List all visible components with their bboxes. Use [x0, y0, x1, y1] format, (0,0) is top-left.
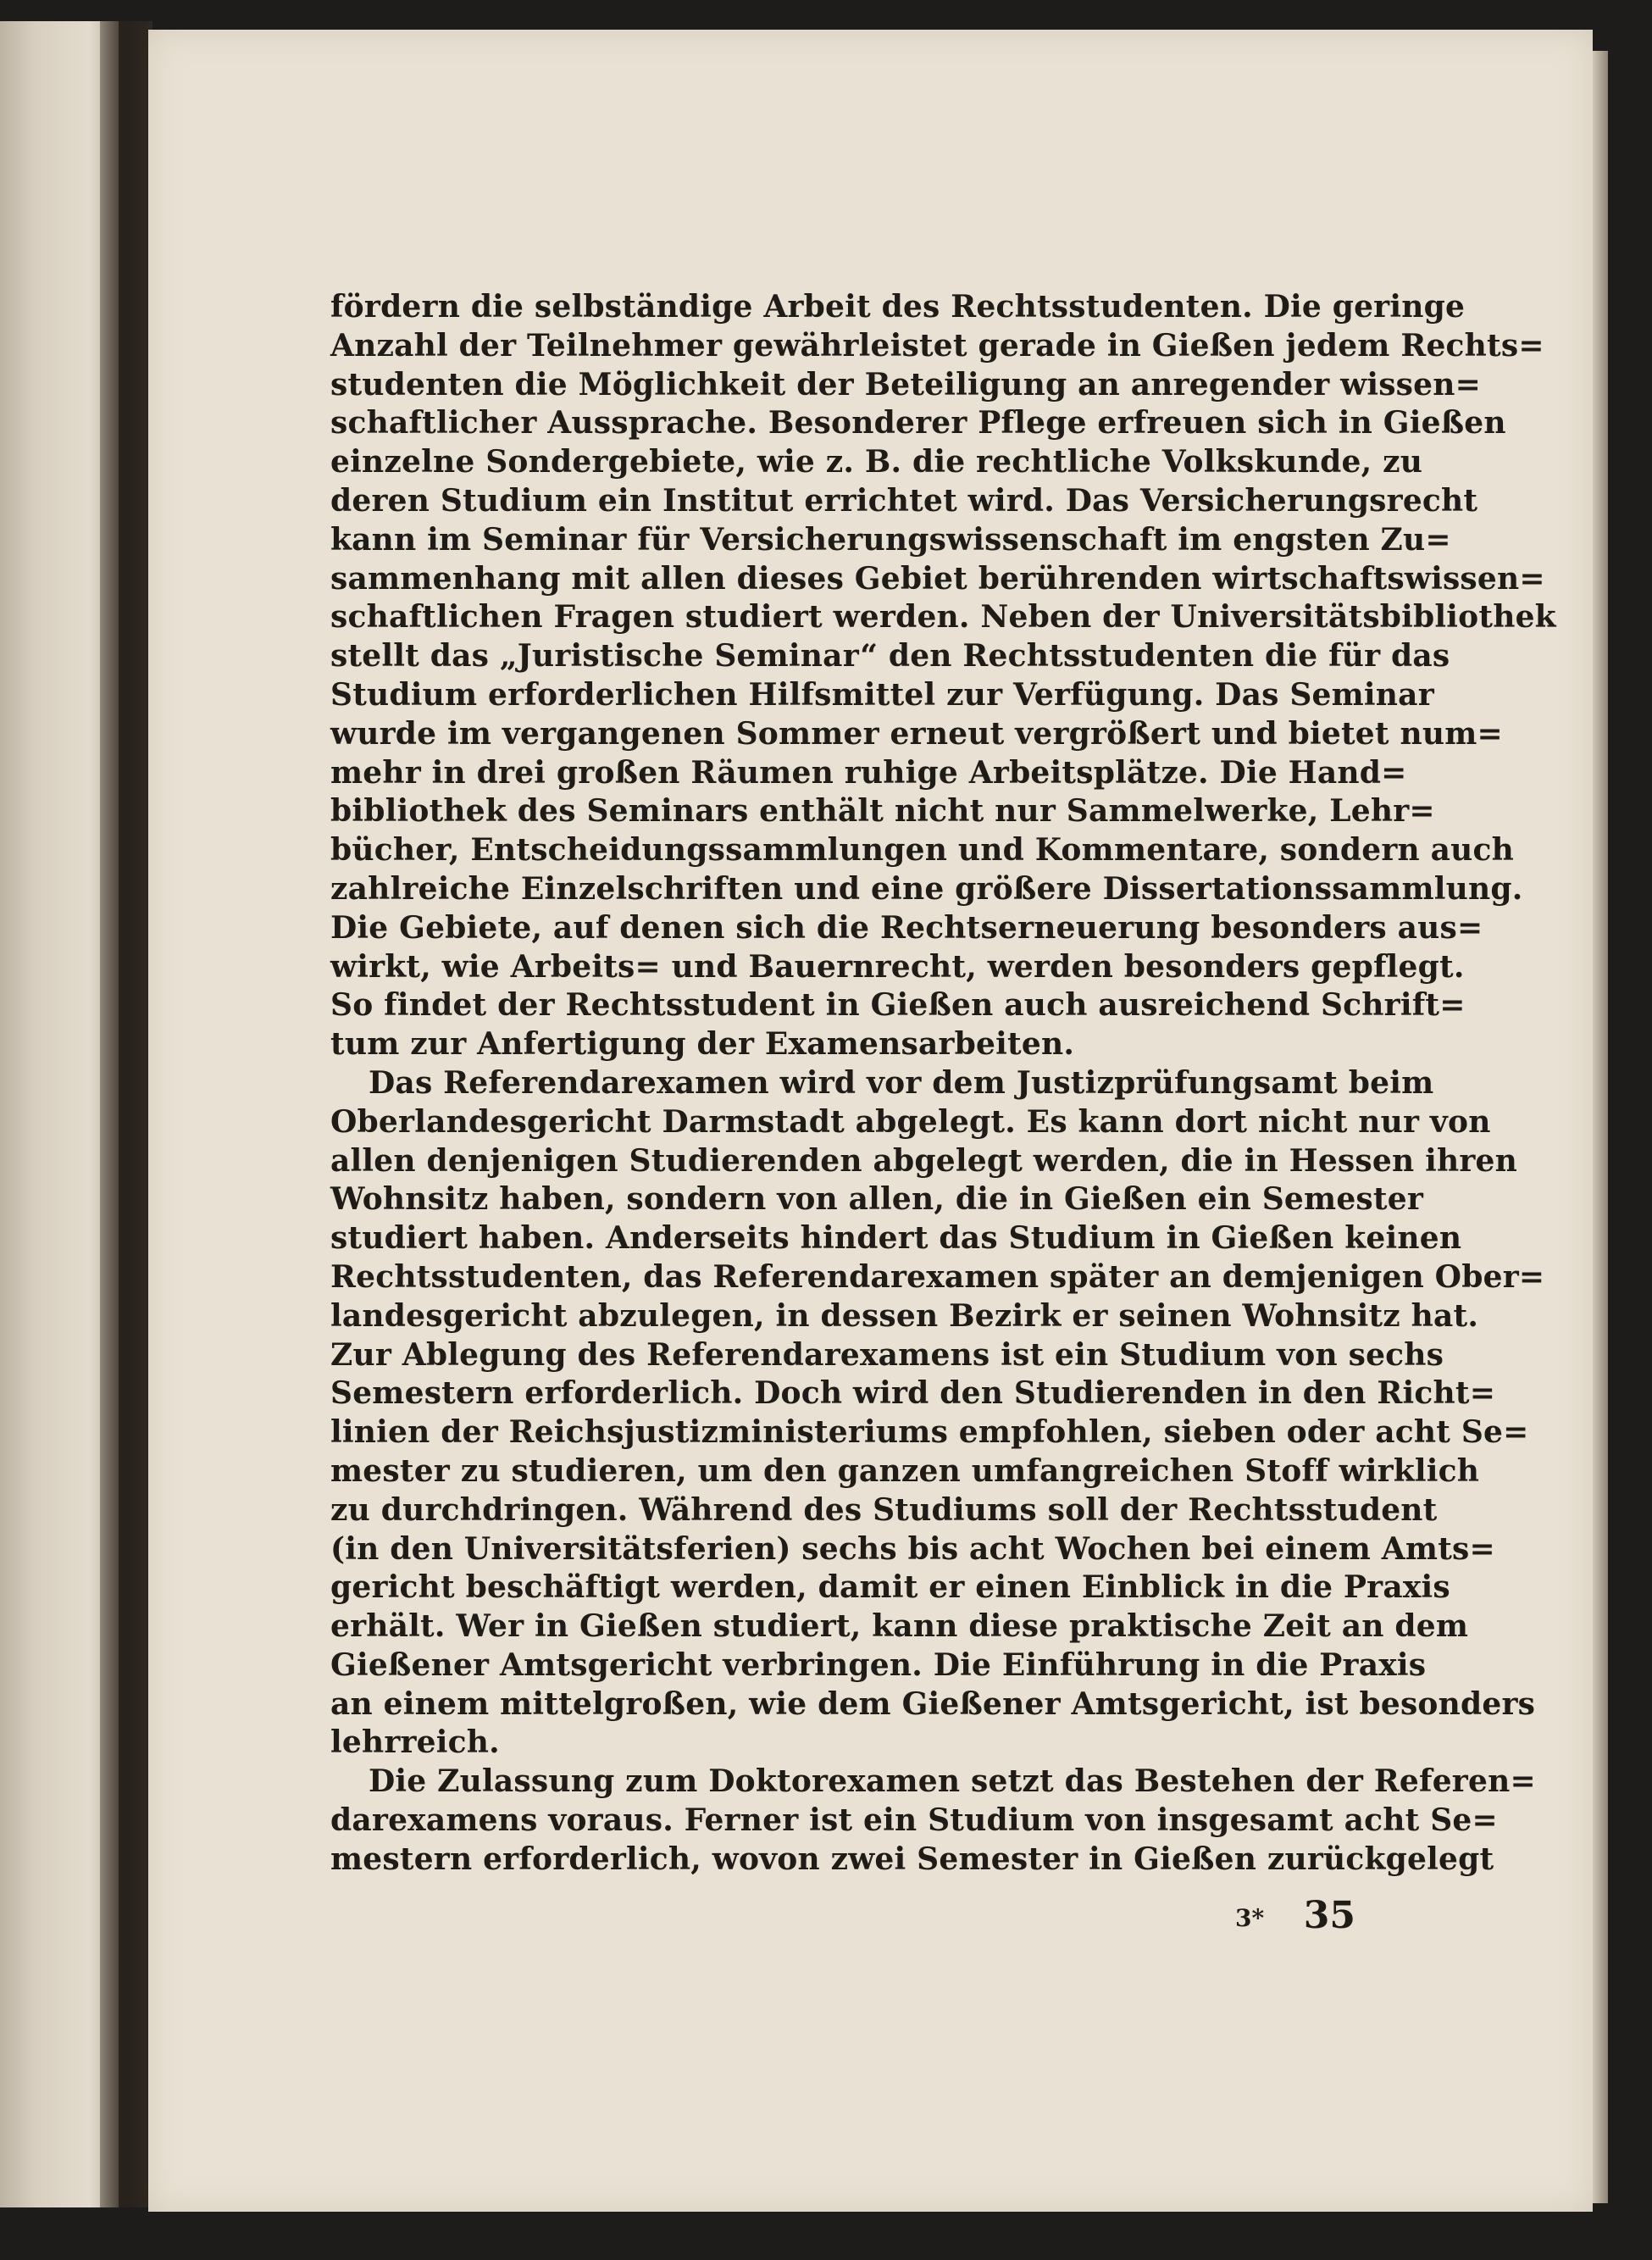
- text-line: mestern erforderlich, wovon zwei Semester in Gießen zurückgelegt: [330, 1841, 1494, 1877]
- text-line: wirkt, wie Arbeits= und Bauernrecht, werden besonders gepflegt.: [330, 948, 1465, 985]
- text-line: (in den Universitätsferien) sechs bis acht Wochen bei einem Amts=: [330, 1530, 1495, 1567]
- text-line: linien der Reichsjustizministeriums empfohlen, sieben oder acht Se=: [330, 1414, 1529, 1451]
- page-number: 35: [1303, 1894, 1355, 1937]
- text-line: Gießener Amtsgericht verbringen. Die Einführung in die Praxis: [330, 1646, 1427, 1683]
- text-line: an einem mittelgroßen, wie dem Gießener Amtsgericht, ist besonders: [330, 1685, 1536, 1722]
- text-line: Wohnsitz haben, sondern von allen, die in Gießen ein Semester: [330, 1181, 1423, 1218]
- page-footer: [1220, 1894, 1355, 1945]
- text-line: darexamens voraus. Ferner ist ein Studium von insgesamt acht Se=: [330, 1802, 1498, 1839]
- text-line: studenten die Möglichkeit der Beteiligung an anregender wissen=: [330, 366, 1481, 403]
- signature-mark: 3*: [1235, 1904, 1265, 1932]
- body-text: [330, 288, 1556, 1880]
- text-line: wurde im vergangenen Sommer erneut vergrößert und bietet num=: [330, 715, 1503, 752]
- text-line: schaftlicher Aussprache. Besonderer Pflege erfreuen sich in Gießen: [330, 405, 1506, 441]
- text-line: Die Zulassung zum Doktorexamen setzt das Bestehen der Referen=: [369, 1763, 1536, 1800]
- text-line: erhält. Wer in Gießen studiert, kann diese praktische Zeit an dem: [330, 1608, 1469, 1645]
- text-line: Das Referendarexamen wird vor dem Justizprüfungsamt beim: [369, 1064, 1434, 1101]
- text-line: bücher, Entscheidungssammlungen und Kommentare, sondern auch: [330, 832, 1514, 869]
- text-line: landesgericht abzulegen, in dessen Bezirk er seinen Wohnsitz hat.: [330, 1297, 1479, 1334]
- text-line: schaftlichen Fragen studiert werden. Neben der Universitätsbibliothek: [330, 599, 1556, 636]
- text-line: stellt das „Juristische Seminar“ den Rechtsstudenten die für das: [330, 638, 1450, 675]
- text-line: gericht beschäftigt werden, damit er einen Einblick in die Praxis: [330, 1569, 1450, 1606]
- text-line: Anzahl der Teilnehmer gewährleistet gerade in Gießen jedem Rechts=: [330, 327, 1544, 364]
- text-line: deren Studium ein Institut errichtet wird. Das Versicherungsrecht: [330, 482, 1478, 519]
- text-line: kann im Seminar für Versicherungswissenschaft im engsten Zu=: [330, 521, 1451, 558]
- text-line: zu durchdringen. Während des Studiums soll der Rechtsstudent: [330, 1491, 1438, 1528]
- text-line: studiert haben. Anderseits hindert das Studium in Gießen keinen: [330, 1220, 1462, 1257]
- text-line: Rechtsstudenten, das Referendarexamen später an demjenigen Ober=: [330, 1258, 1545, 1295]
- text-line: fördern die selbständige Arbeit des Rechtsstudenten. Die geringe: [330, 289, 1466, 325]
- text-line: Studium erforderlichen Hilfsmittel zur Verfügung. Das Seminar: [330, 676, 1434, 713]
- text-line: tum zur Anfertigung der Examensarbeiten.: [330, 1026, 1075, 1063]
- text-line: bibliothek des Seminars enthält nicht nur Sammelwerke, Lehr=: [330, 793, 1435, 830]
- text-line: sammenhang mit allen dieses Gebiet berührenden wirtschaftswissen=: [330, 560, 1545, 597]
- text-line: Zur Ablegung des Referendarexamens ist ein Studium von sechs: [330, 1336, 1444, 1373]
- text-line: mester zu studieren, um den ganzen umfangreichen Stoff wirklich: [330, 1452, 1480, 1489]
- book-gutter: [100, 21, 152, 2207]
- text-line: einzelne Sondergebiete, wie z. B. die rechtliche Volkskunde, zu: [330, 444, 1423, 480]
- text-line: Oberlandesgericht Darmstadt abgelegt. Es kann dort nicht nur von: [330, 1103, 1491, 1140]
- text-line: Semestern erforderlich. Doch wird den Studierenden in den Richt=: [330, 1375, 1496, 1412]
- page-edge: [1593, 51, 1608, 2203]
- text-line: allen denjenigen Studierenden abgelegt werden, die in Hessen ihren: [330, 1142, 1517, 1179]
- text-line: lehrreich.: [330, 1724, 500, 1761]
- text-line: zahlreiche Einzelschriften und eine größere Dissertationssammlung.: [330, 870, 1523, 907]
- text-line: Die Gebiete, auf denen sich die Rechtserneuerung besonders aus=: [330, 909, 1483, 946]
- text-line: mehr in drei großen Räumen ruhige Arbeitsplätze. Die Hand=: [330, 754, 1407, 791]
- text-line: So findet der Rechtsstudent in Gießen auch ausreichend Schrift=: [330, 987, 1466, 1024]
